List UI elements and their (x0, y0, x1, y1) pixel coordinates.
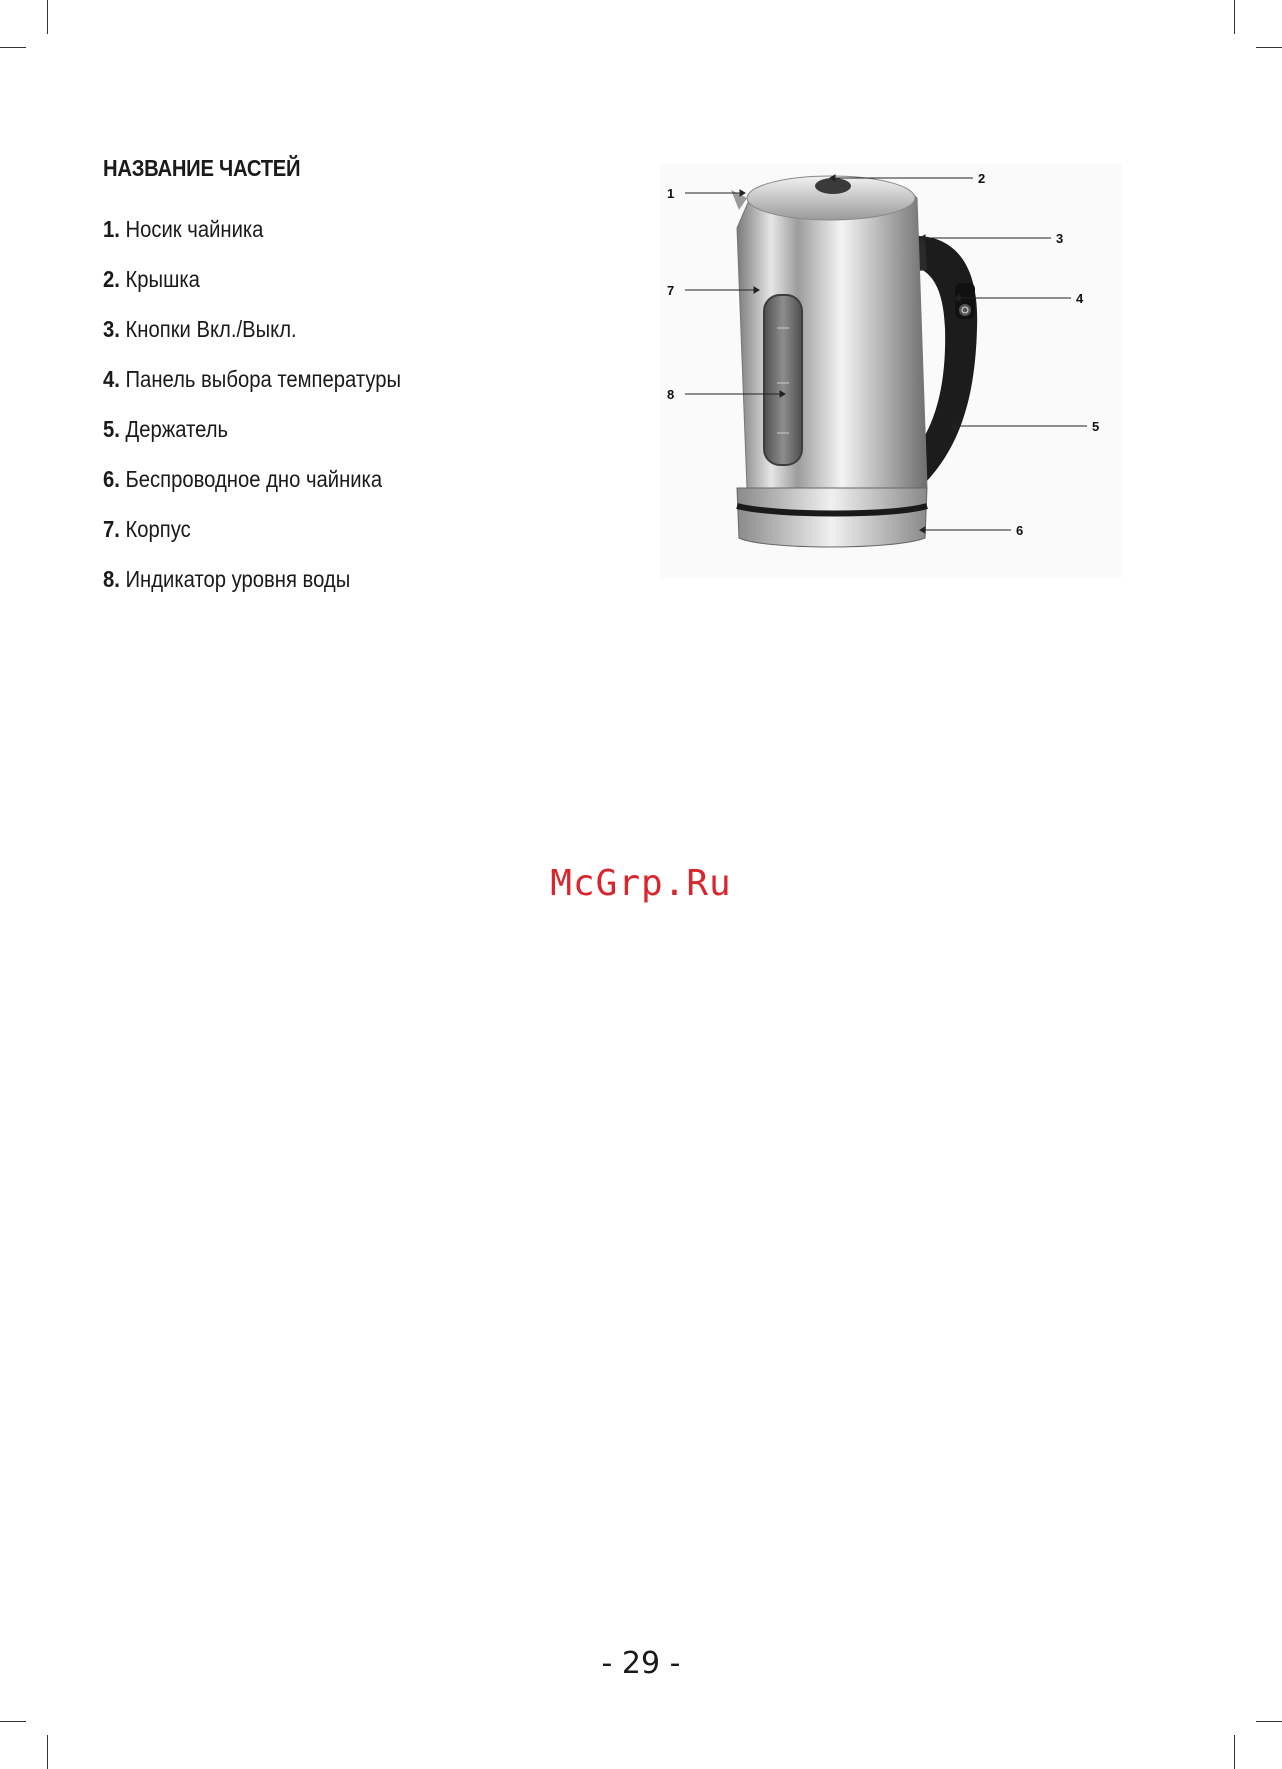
item-number: 6. (103, 466, 120, 492)
watermark: McGrp.Ru (550, 863, 732, 904)
item-label: Кнопки Вкл./Выкл. (125, 316, 297, 342)
item-label: Крышка (125, 266, 200, 292)
list-item (103, 354, 401, 404)
item-label: Корпус (125, 516, 191, 542)
callout-3: 3 (1056, 231, 1064, 246)
crop-mark-bottom-right-h (1256, 1721, 1282, 1722)
list-item (103, 404, 401, 454)
list-item (103, 254, 401, 304)
section-title: НАЗВАНИЕ ЧАСТЕЙ (103, 155, 301, 181)
callout-6: 6 (1016, 523, 1024, 538)
crop-mark-top-right-h (1256, 47, 1282, 48)
item-label: Беспроводное дно чайника (125, 466, 383, 492)
kettle-illustration (655, 158, 1125, 578)
parts-list (103, 204, 442, 604)
crop-mark-top-left (47, 0, 48, 34)
crop-mark-bottom-left-h (0, 1721, 26, 1722)
crop-mark-top-right (1234, 0, 1235, 34)
page-number: - 29 - (601, 1646, 681, 1681)
item-label: Носик чайника (125, 216, 264, 242)
callout-4: 4 (1076, 291, 1084, 306)
item-number: 1. (103, 216, 120, 242)
lid-button (815, 178, 851, 194)
callout-5: 5 (1092, 419, 1100, 434)
item-number: 5. (103, 416, 120, 442)
callout-2: 2 (978, 171, 986, 186)
crop-mark-bottom-right (1234, 1735, 1235, 1769)
item-number: 2. (103, 266, 120, 292)
list-item (103, 504, 401, 554)
item-label: Панель выбора температуры (125, 366, 402, 392)
list-item (103, 204, 401, 254)
item-number: 8. (103, 566, 120, 592)
callout-1: 1 (667, 186, 675, 201)
kettle-base (737, 488, 927, 547)
callout-7: 7 (667, 283, 675, 298)
kettle-diagram (655, 158, 1125, 578)
item-label: Индикатор уровня воды (125, 566, 351, 592)
water-level-window (764, 295, 802, 465)
item-number: 4. (103, 366, 120, 392)
item-number: 7. (103, 516, 120, 542)
list-item (103, 554, 401, 604)
callout-8: 8 (667, 387, 675, 402)
list-item (103, 304, 401, 354)
list-item (103, 454, 401, 504)
power-button-icon (959, 304, 971, 316)
item-number: 3. (103, 316, 120, 342)
crop-mark-top-left-h (0, 47, 26, 48)
crop-mark-bottom-left (47, 1735, 48, 1769)
item-label: Держатель (125, 416, 229, 442)
